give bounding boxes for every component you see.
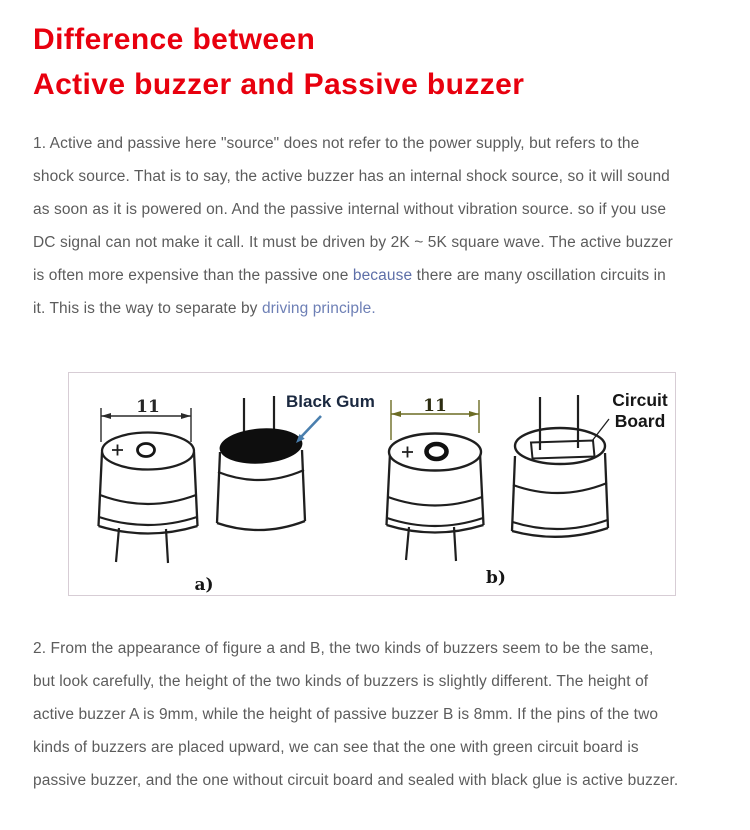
- text-line: [33, 259, 673, 292]
- black-gum-label: [286, 392, 375, 443]
- page-title: [33, 17, 524, 107]
- buzzer-pins: [244, 396, 274, 434]
- circuit-board-label: [592, 390, 668, 441]
- text-line: active buzzer A is 9mm, while the height of passive buzzer B is 8mm. If the pins of the two: [33, 706, 659, 723]
- svg-text:Circuit: Circuit: [612, 390, 668, 410]
- paragraph-1: [33, 127, 673, 325]
- caption-b: b): [486, 568, 506, 588]
- driving-principle-link[interactable]: driving principle.: [261, 300, 376, 317]
- buzzer-diagram: [68, 372, 676, 596]
- black-gum-top: [218, 426, 303, 467]
- text-segment: is often more expensive than the passive one: [33, 267, 353, 284]
- dimension-a-value: 11: [136, 397, 160, 417]
- text-segment: there are many oscillation circuits in: [412, 267, 666, 284]
- page-title-line-2: Active buzzer and Passive buzzer: [33, 68, 525, 101]
- active-buzzer-side-view: [217, 396, 305, 530]
- text-line: 2. From the appearance of figure a and B, the two kinds of buzzers seem to be the same,: [33, 640, 654, 657]
- passive-buzzer-side-view: [512, 395, 608, 537]
- text-line: kinds of buzzers are placed upward, we can see that the one with green circuit board is: [33, 739, 639, 756]
- passive-buzzer-top-view: [387, 434, 484, 562]
- text-line: 1. Active and passive here "source" does not refer to the power supply, but refers to the: [33, 135, 640, 152]
- text-line: but look carefully, the height of the two kinds of buzzers is slightly different. The height of: [33, 673, 649, 690]
- svg-text:Black Gum: Black Gum: [286, 392, 375, 411]
- text-segment-highlight: because: [352, 267, 413, 284]
- paragraph-2: [33, 632, 678, 797]
- text-line: shock source. That is to say, the active buzzer has an internal shock source, so it will sound: [33, 168, 670, 185]
- active-buzzer-top-view: [99, 433, 198, 564]
- caption-a: a): [194, 575, 214, 595]
- black-gum-arrow: [301, 416, 321, 437]
- sound-hole: [427, 444, 447, 459]
- text-line: as soon as it is powered on. And the passive internal without vibration source. so if you use: [33, 201, 667, 218]
- text-line: [33, 292, 673, 325]
- svg-text:Board: Board: [614, 411, 666, 431]
- buzzer-diagram-svg: [69, 373, 675, 595]
- dimension-b-value: 11: [423, 396, 447, 416]
- text-line: passive buzzer, and the one without circuit board and sealed with black glue is active buzzer.: [33, 772, 679, 789]
- sound-hole: [138, 444, 155, 457]
- text-segment: it. This is the way to separate by: [33, 300, 262, 317]
- page-title-line-1: Difference between: [33, 23, 316, 56]
- text-line: DC signal can not make it call. It must be driven by 2K ~ 5K square wave. The active buzzer: [33, 234, 673, 251]
